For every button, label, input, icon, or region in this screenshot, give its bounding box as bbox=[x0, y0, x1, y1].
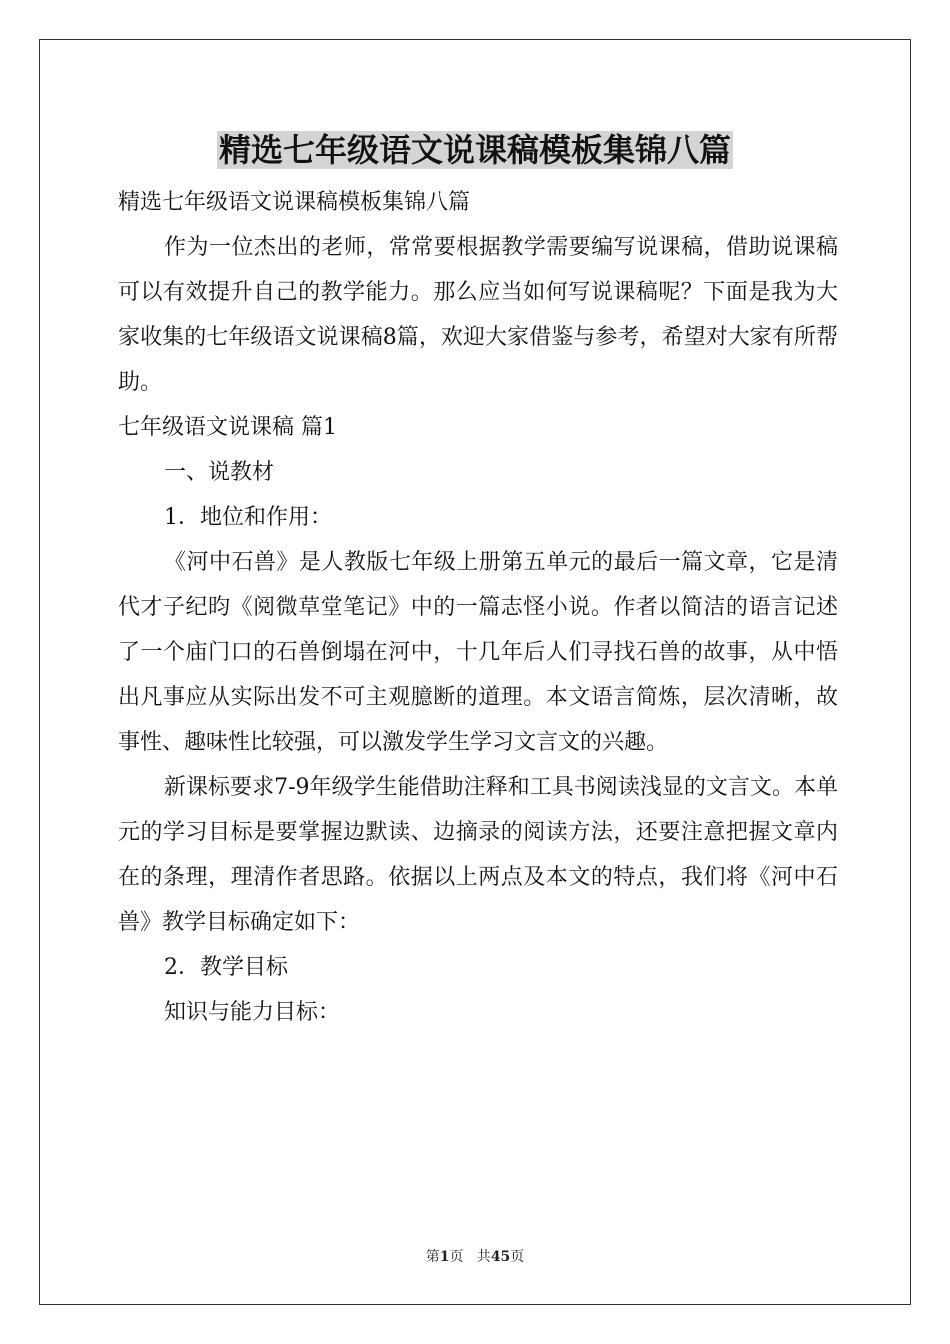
intro-paragraph: 作为一位杰出的老师，常常要根据教学需要编写说课稿，借助说课稿可以有效提升自己的教学能力。那么应当如何写说课稿呢？下面是我为大家收集的七年级语文说课稿8篇，欢迎大家借鉴与参考，希望对大家有所帮助。 bbox=[118, 235, 838, 395]
footer-prefix: 第 bbox=[425, 1249, 440, 1265]
total-page-number: 45 bbox=[490, 1249, 511, 1265]
footer-suffix: 页 bbox=[510, 1249, 525, 1265]
subheading-position: 1．地位和作用： bbox=[164, 505, 332, 530]
subheading-knowledge: 知识与能力目标： bbox=[164, 1000, 341, 1025]
body-paragraph: 新课标要求7-9年级学生能借助注释和工具书阅读浅显的文言文。本单元的学习目标是要掌握边默读、边摘录的阅读方法，还要注意把握文章内在的条理，理清作者思路。依据以上两点及本文的特点，我们将《河中石兽》教学目标确定如下： bbox=[118, 775, 838, 935]
current-page-number: 1 bbox=[439, 1249, 450, 1265]
subheading-textbook: 一、说教材 bbox=[164, 460, 275, 485]
document-title bbox=[0, 128, 950, 172]
subtitle-line: 精选七年级语文说课稿模板集锦八篇 bbox=[118, 190, 471, 215]
subheading-goals: 2．教学目标 bbox=[164, 955, 288, 980]
section-heading: 七年级语文说课稿 篇1 bbox=[118, 415, 337, 440]
document-title-text: 精选七年级语文说课稿模板集锦八篇 bbox=[218, 131, 731, 169]
footer-mid: 页 共 bbox=[449, 1249, 491, 1265]
body-paragraph: 《河中石兽》是人教版七年级上册第五单元的最后一篇文章，它是清代才子纪昀《阅微草堂笔记》中的一篇志怪小说。作者以简洁的语言记述了一个庙门口的石兽倒塌在河中，十几年后人们寻找石兽的故事，从中悟出凡事应从实际出发不可主观臆断的道理。本文语言简炼，层次清晰，故事性、趣味性比较强，可以激发学生学习文言文的兴趣。 bbox=[118, 550, 838, 755]
page-footer bbox=[0, 1246, 950, 1266]
document-body bbox=[118, 180, 838, 1035]
